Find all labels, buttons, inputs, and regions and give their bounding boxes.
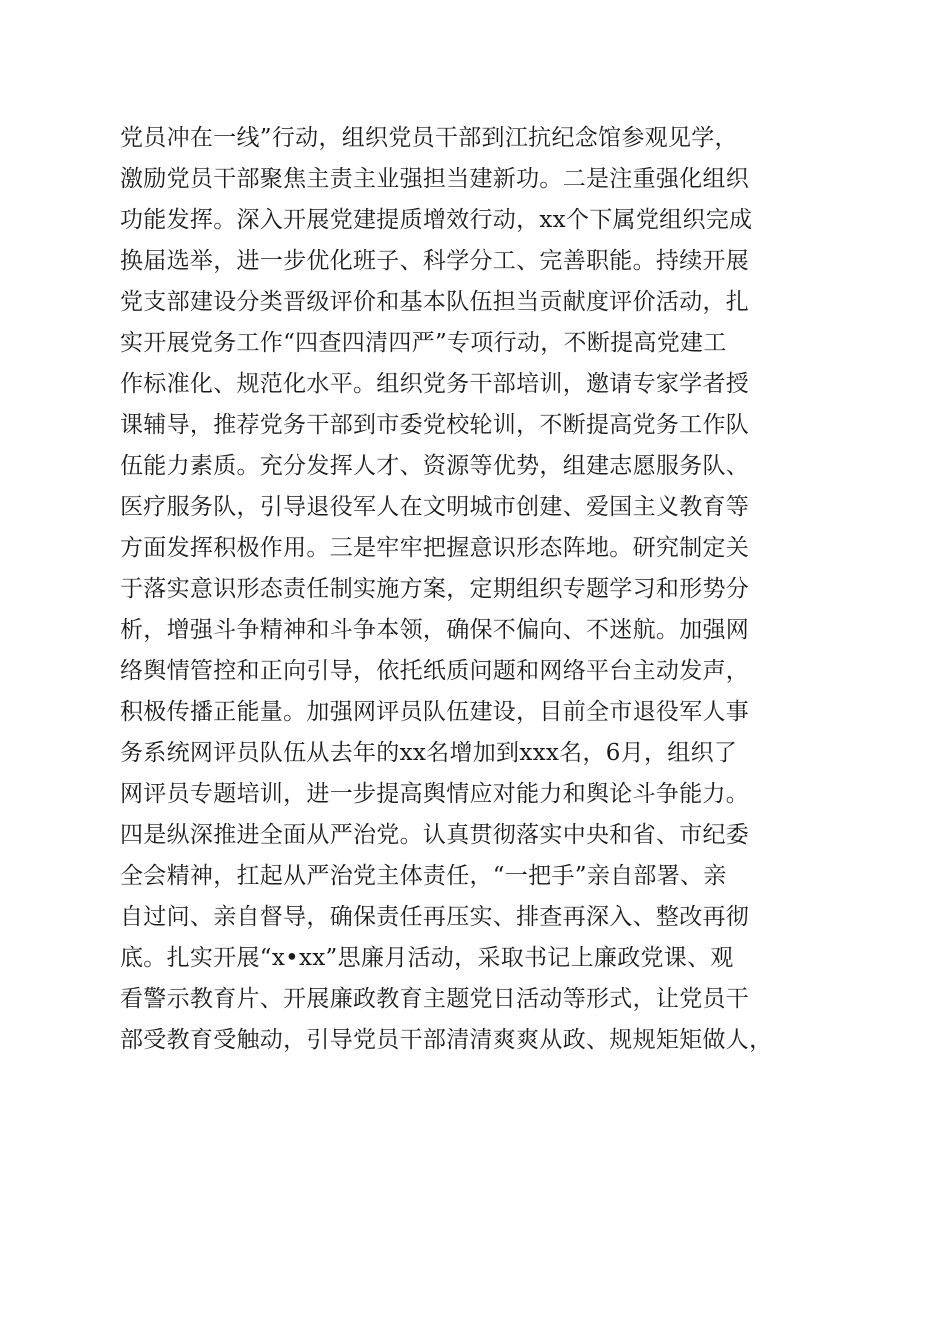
text-line: 实开展党务工作“四查四清四严”专项行动，不断提高党建工	[120, 330, 727, 356]
text-line: 析，增强斗争精神和斗争本领，确保不偏向、不迷航。加强网	[120, 617, 750, 643]
text-line: 医疗服务队，引导退役军人在文明城市创建、爱国主义教育等	[120, 494, 750, 520]
text-line: 网评员专题培训，进一步提高舆情应对能力和舆论斗争能力。	[120, 781, 750, 807]
text-line: 四是纵深推进全面从严治党。认真贯彻落实中央和省、市纪委	[120, 822, 750, 848]
text-line: 络舆情管控和正向引导，依托纸质问题和网络平台主动发声，	[120, 658, 750, 684]
text-line: 务系统网评员队伍从去年的xx名增加到xxx名，6月，组织了	[120, 740, 738, 766]
text-line: 积极传播正能量。加强网评员队伍建设，目前全市退役军人事	[120, 699, 750, 725]
text-line: 看警示教育片、开展廉政教育主题党日活动等形式，让党员干	[120, 986, 750, 1012]
text-line: 伍能力素质。充分发挥人才、资源等优势，组建志愿服务队、	[120, 453, 750, 479]
text-line: 方面发挥积极作用。三是牢牢把握意识形态阵地。研究制定关	[120, 535, 750, 561]
text-line: 功能发挥。深入开展党建提质增效行动，xx个下属党组织完成	[120, 207, 753, 233]
text-line: 换届选举，进一步优化班子、科学分工、完善职能。持续开展	[120, 248, 750, 274]
text-line: 底。扎实开展“x•xx”思廉月活动，采取书记上廉政党课、观	[120, 945, 734, 971]
text-line: 全会精神，扛起从严治党主体责任，“一把手”亲自部署、亲	[120, 863, 727, 889]
text-line: 于落实意识形态责任制实施方案，定期组织专题学习和形势分	[120, 576, 750, 602]
body-paragraph	[120, 118, 830, 1061]
text-line: 作标准化、规范化水平。组织党务干部培训，邀请专家学者授	[120, 371, 750, 397]
text-line: 自过问、亲自督导，确保责任再压实、排查再深入、整改再彻	[120, 904, 750, 930]
text-line: 党支部建设分类晋级评价和基本队伍担当贡献度评价活动，扎	[120, 289, 750, 315]
text-line: 课辅导，推荐党务干部到市委党校轮训，不断提高党务工作队	[120, 412, 750, 438]
text-line: 部受教育受触动，引导党员干部清清爽爽从政、规规矩矩做人，	[120, 1027, 773, 1053]
text-line: 党员冲在一线”行动，组织党员干部到江抗纪念馆参观见学，	[120, 125, 738, 151]
text-line: 激励党员干部聚焦主责主业强担当建新功。二是注重强化组织	[120, 166, 750, 192]
